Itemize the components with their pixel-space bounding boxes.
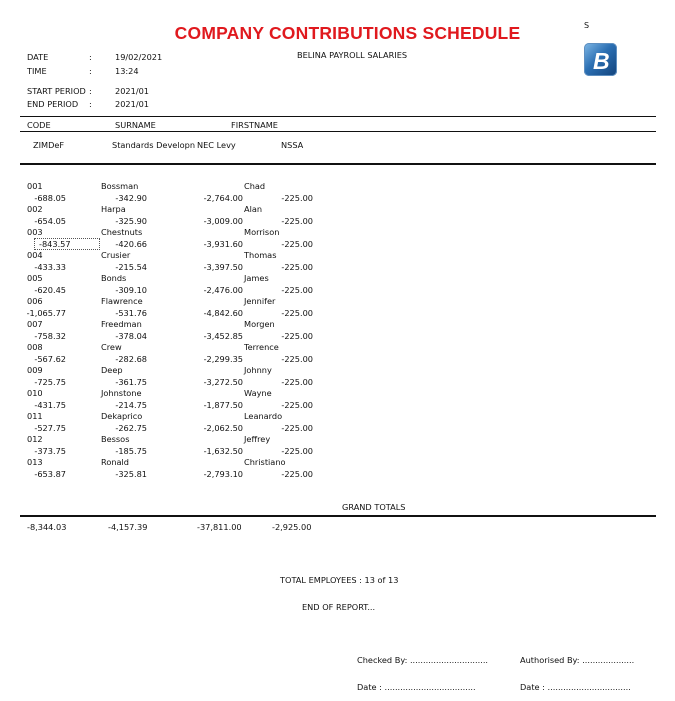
belina-logo-icon <box>584 43 617 76</box>
col-standards-development: Standards Developn <box>112 140 196 150</box>
value-nec-levy: -3,397.50 <box>203 261 243 272</box>
employee-code: 011 <box>27 411 43 421</box>
value-standards-development: -282.68 <box>115 353 147 364</box>
employee-code: 009 <box>27 365 43 375</box>
employee-code: 003 <box>27 227 43 237</box>
employee-firstname: Alan <box>244 204 263 214</box>
employee-firstname: Jennifer <box>244 296 276 306</box>
value-nssa: -225.00 <box>281 422 313 433</box>
company-name: BELINA PAYROLL SALARIES <box>297 50 408 60</box>
value-nec-levy: -2,764.00 <box>203 192 243 203</box>
value-zimdef: -725.75 <box>34 376 66 387</box>
col-code: CODE <box>27 120 51 130</box>
employee-surname: Flawrence <box>101 296 143 306</box>
employee-surname: Chestnuts <box>101 227 143 237</box>
start-period-label: START PERIOD <box>27 86 86 96</box>
value-nssa: -225.00 <box>281 284 313 295</box>
value-nec-levy: -4,842.60 <box>203 307 243 318</box>
employee-firstname: Wayne <box>244 388 272 398</box>
value-standards-development: -420.66 <box>115 238 147 249</box>
value-zimdef: -1,065.77 <box>26 307 66 318</box>
value-nec-levy: -3,931.60 <box>203 238 243 249</box>
employee-code: 004 <box>27 250 43 260</box>
date-label: DATE <box>27 52 49 62</box>
employee-code: 006 <box>27 296 43 306</box>
value-nssa: -225.00 <box>281 376 313 387</box>
end-of-report: END OF REPORT... <box>302 602 376 612</box>
value-zimdef: -373.75 <box>34 445 66 456</box>
employee-surname: Bossman <box>101 181 139 191</box>
col-nssa: NSSA <box>281 140 304 150</box>
value-zimdef: -431.75 <box>34 399 66 410</box>
value-standards-development: -185.75 <box>115 445 147 456</box>
value-nssa: -225.00 <box>281 238 313 249</box>
value-nec-levy: -3,009.00 <box>203 215 243 226</box>
col-firstname: FIRSTNAME <box>231 120 278 130</box>
total-standards-development: -4,157.39 <box>108 522 148 532</box>
value-zimdef: -843.57 <box>35 239 99 249</box>
value-nssa: -225.00 <box>281 215 313 226</box>
value-standards-development: -361.75 <box>115 376 147 387</box>
totals-rule <box>20 515 656 517</box>
value-standards-development: -214.75 <box>115 399 147 410</box>
value-standards-development: -262.75 <box>115 422 147 433</box>
header-rule-bottom <box>20 163 656 165</box>
value-nssa: -225.00 <box>281 399 313 410</box>
date-sep: : <box>89 52 92 62</box>
value-nssa: -225.00 <box>281 353 313 364</box>
employee-surname: Ronald <box>101 457 130 467</box>
header-rule-mid <box>20 131 656 132</box>
employee-surname: Johnstone <box>101 388 142 398</box>
date-signature-left: Date : ................................... <box>357 682 476 692</box>
employee-surname: Bonds <box>101 273 127 283</box>
value-standards-development: -325.90 <box>115 215 147 226</box>
header-rule-top <box>20 116 656 117</box>
value-standards-development: -325.81 <box>115 468 147 479</box>
grand-totals-label: GRAND TOTALS <box>342 502 406 512</box>
employee-code: 001 <box>27 181 43 191</box>
employee-surname: Crew <box>101 342 122 352</box>
employee-firstname: Terrence <box>244 342 279 352</box>
employee-firstname: Chad <box>244 181 266 191</box>
col-zimdef: ZIMDeF <box>33 140 65 150</box>
end-period-label: END PERIOD <box>27 99 79 109</box>
corner-mark: S <box>584 21 590 30</box>
value-zimdef: -758.32 <box>34 330 66 341</box>
value-nssa: -225.00 <box>281 468 313 479</box>
employee-code: 010 <box>27 388 43 398</box>
time-label: TIME <box>27 66 47 76</box>
total-employees: TOTAL EMPLOYEES : 13 of 13 <box>280 575 399 585</box>
value-standards-development: -215.54 <box>115 261 147 272</box>
employee-code: 012 <box>27 434 43 444</box>
logo-glyph: B <box>593 48 610 74</box>
employee-surname: Freedman <box>101 319 142 329</box>
value-nssa: -225.00 <box>281 445 313 456</box>
employee-firstname: Morrison <box>244 227 280 237</box>
date-value: 19/02/2021 <box>115 52 163 62</box>
value-zimdef: -653.87 <box>34 468 66 479</box>
report-title: COMPANY CONTRIBUTIONS SCHEDULE <box>174 23 521 43</box>
authorised-by-line: Authorised By: .................... <box>520 655 635 665</box>
value-nssa: -225.00 <box>281 307 313 318</box>
employee-code: 005 <box>27 273 43 283</box>
checked-by-line: Checked By: .............................. <box>357 655 489 665</box>
value-nssa: -225.00 <box>281 192 313 203</box>
time-sep: : <box>89 66 92 76</box>
value-nec-levy: -2,793.10 <box>203 468 243 479</box>
employee-code: 007 <box>27 319 43 329</box>
employee-firstname: Thomas <box>244 250 277 260</box>
employee-surname: Harpa <box>101 204 126 214</box>
employee-surname: Dekaprico <box>101 411 143 421</box>
value-nec-levy: -2,062.50 <box>203 422 243 433</box>
start-period-value: 2021/01 <box>115 86 150 96</box>
end-period-sep: : <box>89 99 92 109</box>
employee-firstname: Christiano <box>244 457 286 467</box>
col-nec-levy: NEC Levy <box>197 140 236 150</box>
value-nec-levy: -3,452.85 <box>203 330 243 341</box>
value-zimdef: -567.62 <box>34 353 66 364</box>
value-zimdef: -620.45 <box>34 284 66 295</box>
value-zimdef: -688.05 <box>34 192 66 203</box>
value-nssa: -225.00 <box>281 261 313 272</box>
employee-surname: Crusier <box>101 250 131 260</box>
employee-firstname: Leanardo <box>244 411 283 421</box>
value-standards-development: -378.04 <box>115 330 147 341</box>
total-nssa: -2,925.00 <box>272 522 312 532</box>
value-nec-levy: -1,877.50 <box>203 399 243 410</box>
value-zimdef: -527.75 <box>34 422 66 433</box>
col-surname: SURNAME <box>115 120 156 130</box>
employee-code: 008 <box>27 342 43 352</box>
start-period-sep: : <box>89 86 92 96</box>
value-standards-development: -342.90 <box>115 192 147 203</box>
employee-code: 002 <box>27 204 43 214</box>
time-value: 13:24 <box>115 66 139 76</box>
employee-code: 013 <box>27 457 43 467</box>
value-zimdef: -654.05 <box>34 215 66 226</box>
value-standards-development: -309.10 <box>115 284 147 295</box>
employee-firstname: Morgen <box>244 319 275 329</box>
date-signature-right: Date : ................................ <box>520 682 631 692</box>
total-nec-levy: -37,811.00 <box>197 522 242 532</box>
value-nec-levy: -3,272.50 <box>203 376 243 387</box>
total-zimdef: -8,344.03 <box>27 522 67 532</box>
value-standards-development: -531.76 <box>115 307 147 318</box>
employee-firstname: Johnny <box>244 365 272 375</box>
value-nssa: -225.00 <box>281 330 313 341</box>
employee-surname: Bessos <box>101 434 130 444</box>
employee-surname: Deep <box>101 365 123 375</box>
employee-firstname: James <box>244 273 269 283</box>
value-nec-levy: -2,476.00 <box>203 284 243 295</box>
end-period-value: 2021/01 <box>115 99 150 109</box>
value-nec-levy: -2,299.35 <box>203 353 243 364</box>
value-nec-levy: -1,632.50 <box>203 445 243 456</box>
value-zimdef: -433.33 <box>34 261 66 272</box>
employee-firstname: Jeffrey <box>244 434 271 444</box>
